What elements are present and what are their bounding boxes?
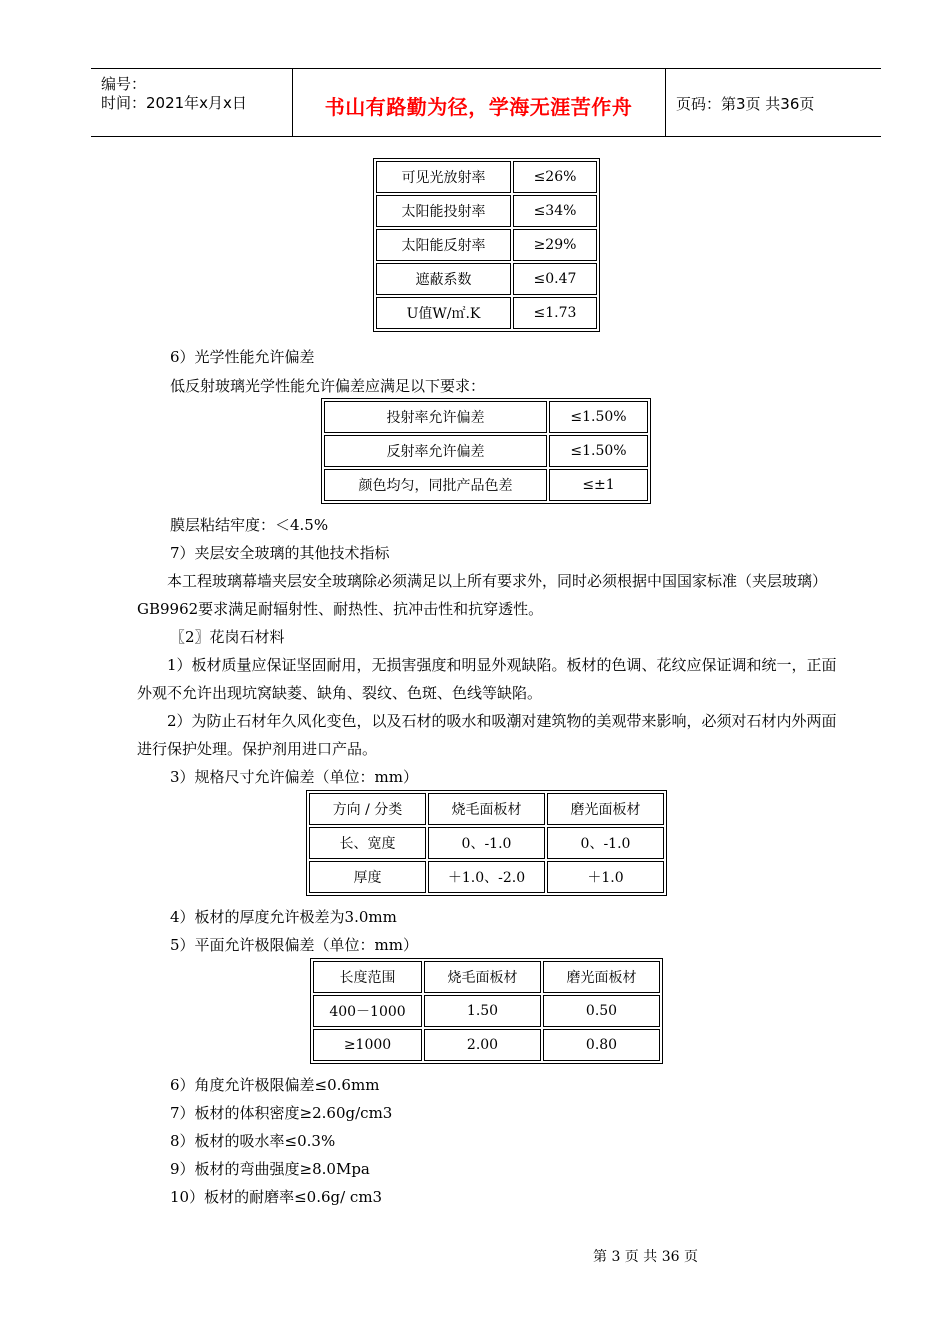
table-cell: 太阳能反射率 — [376, 229, 511, 261]
table-cell: ＋1.0、-2.0 — [428, 861, 545, 893]
header-page-info: 页码：第3页 共36页 — [676, 95, 815, 113]
section-heading: 7）夹层安全玻璃的其他技术指标 — [170, 544, 390, 562]
table-row — [376, 297, 597, 329]
table-cell: 长、宽度 — [309, 827, 426, 859]
table-cell: 遮蔽系数 — [376, 263, 511, 295]
header-motto-cell — [292, 69, 666, 136]
table-cell: ≤1.50% — [549, 435, 648, 467]
table-cell: 太阳能投射率 — [376, 195, 511, 227]
table-cell: U值W/㎡.K — [376, 297, 511, 329]
table-header-cell: 磨光面板材 — [547, 793, 664, 825]
page-footer: 第 3 页 共 36 页 — [593, 1249, 698, 1265]
optical-tolerance-table — [321, 398, 651, 504]
table-cell: 厚度 — [309, 861, 426, 893]
table-cell: 0、-1.0 — [547, 827, 664, 859]
table-cell: 0、-1.0 — [428, 827, 545, 859]
table-header-cell: 方向 / 分类 — [309, 793, 426, 825]
section-heading: 5）平面允许极限偏差（单位：mm） — [170, 936, 418, 954]
section-heading: 6）光学性能允许偏差 — [170, 348, 315, 366]
table-header-cell: 磨光面板材 — [543, 961, 660, 993]
table-cell: ＋1.0 — [547, 861, 664, 893]
table-header-cell: 烧毛面板材 — [428, 793, 545, 825]
body-text: 6）角度允许极限偏差≤0.6mm — [170, 1076, 380, 1094]
body-paragraph: 1）板材质量应保证坚固耐用，无损害强度和明显外观缺陷。板材的色调、花纹应保证调和统一，正面外观不允许出现坑窝缺菱、缺角、裂纹、色斑、色线等缺陷。 — [137, 656, 837, 702]
serial-label: 编号： — [101, 75, 147, 93]
table-cell: 1.50 — [424, 995, 541, 1027]
table-cell: 0.50 — [543, 995, 660, 1027]
header-motto: 书山有路勤为径，学海无涯苦作舟 — [324, 95, 633, 119]
table-cell: 投射率允许偏差 — [324, 401, 547, 433]
body-text: 膜层粘结牢度：＜4.5% — [170, 516, 329, 534]
table-cell: ≥29% — [513, 229, 597, 261]
body-text: 4）板材的厚度允许极差为3.0mm — [170, 908, 397, 926]
table-cell: ≥1000 — [313, 1029, 422, 1061]
table-row — [324, 469, 648, 501]
table-row — [376, 195, 597, 227]
table-cell: 400－1000 — [313, 995, 422, 1027]
table-row — [313, 1029, 660, 1061]
glass-spec-table — [373, 158, 600, 332]
table-header-row — [313, 961, 660, 993]
body-paragraph: 本工程玻璃幕墙夹层安全玻璃除必须满足以上所有要求外，同时必须根据中国国家标准（夹层玻璃）GB9962要求满足耐辐射性、耐热性、抗冲击性和抗穿透性。 — [137, 572, 828, 618]
table-row — [309, 861, 664, 893]
table-row — [376, 161, 597, 193]
table-cell: ≤26% — [513, 161, 597, 193]
dimension-tolerance-table — [306, 790, 667, 896]
table-row — [313, 995, 660, 1027]
body-text: 低反射玻璃光学性能允许偏差应满足以下要求： — [170, 377, 486, 395]
section-heading: 3）规格尺寸允许偏差（单位：mm） — [170, 768, 418, 786]
body-text: 7）板材的体积密度≥2.60g/cm3 — [170, 1104, 393, 1122]
table-cell: ≤34% — [513, 195, 597, 227]
table-header-row — [309, 793, 664, 825]
table-row — [324, 401, 648, 433]
table-header-cell: 长度范围 — [313, 961, 422, 993]
body-text: 9）板材的弯曲强度≥8.0Mpa — [170, 1160, 370, 1178]
table-cell: ≤1.50% — [549, 401, 648, 433]
table-row — [324, 435, 648, 467]
table-cell: ≤±1 — [549, 469, 648, 501]
table-cell: 可见光放射率 — [376, 161, 511, 193]
table-cell: ≤1.73 — [513, 297, 597, 329]
table-cell: 0.80 — [543, 1029, 660, 1061]
flatness-tolerance-table — [310, 958, 663, 1064]
section-heading: 〖2〗花岗石材料 — [170, 628, 285, 646]
table-cell: ≤0.47 — [513, 263, 597, 295]
table-cell: 颜色均匀，同批产品色差 — [324, 469, 547, 501]
body-text: 10）板材的耐磨率≤0.6g/ cm3 — [170, 1188, 383, 1206]
body-paragraph: 2）为防止石材年久风化变色，以及石材的吸水和吸潮对建筑物的美观带来影响，必须对石材内外两面进行保护处理。保护剂用进口产品。 — [137, 712, 837, 758]
body-text: 8）板材的吸水率≤0.3% — [170, 1132, 336, 1150]
header-page-cell — [666, 69, 881, 136]
header-meta — [91, 69, 293, 136]
table-cell: 反射率允许偏差 — [324, 435, 547, 467]
document-header — [91, 68, 881, 137]
table-cell: 2.00 — [424, 1029, 541, 1061]
table-row — [376, 263, 597, 295]
table-row — [309, 827, 664, 859]
table-header-cell: 烧毛面板材 — [424, 961, 541, 993]
table-row — [376, 229, 597, 261]
time-label: 时间：2021年x月x日 — [101, 94, 247, 112]
